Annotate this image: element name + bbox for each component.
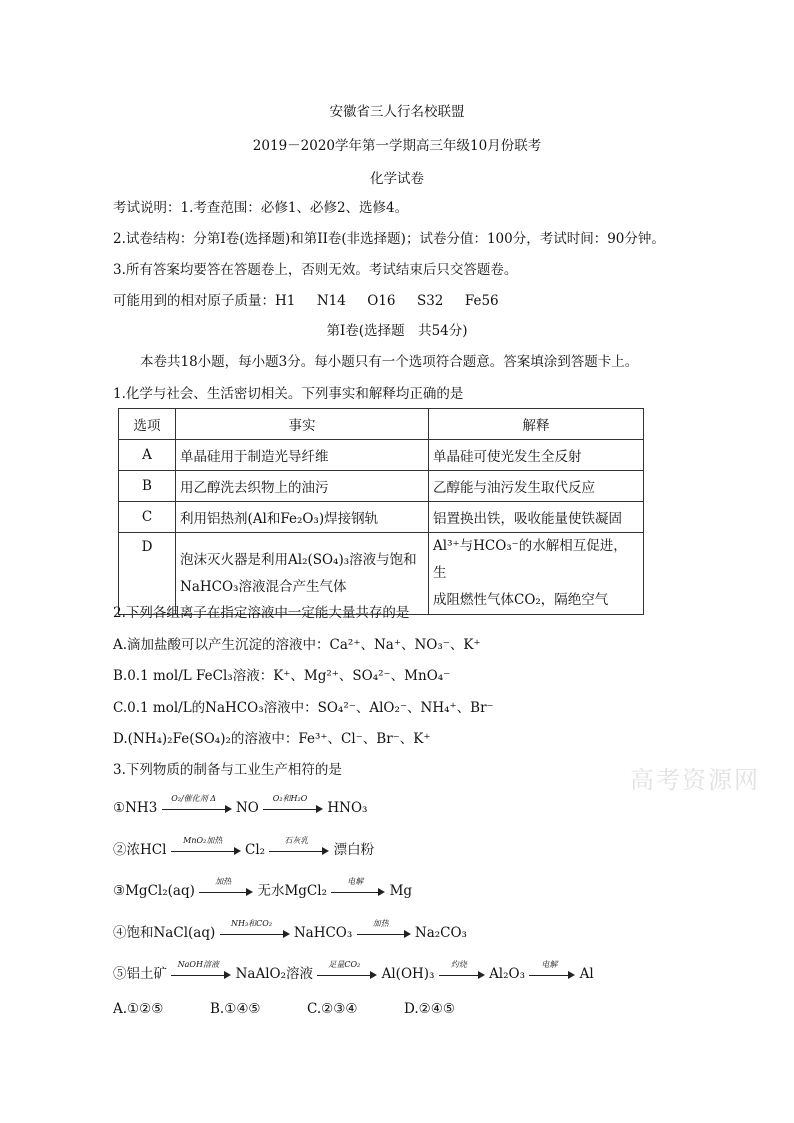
question-3-option-b: B.①④⑤ [210, 1001, 261, 1017]
arrow-icon [439, 959, 485, 984]
intermediate: Al(OH)₃ [381, 966, 435, 982]
arrow-icon [171, 835, 241, 860]
reaction-5 [113, 959, 594, 984]
question-3-option-a: A.①②⑤ [113, 1001, 164, 1017]
question-2-option-c: C.0.1 mol/L的NaHCO₃溶液中：SO₄²⁻、AlO₂⁻、NH₄⁺、Br⁻ [113, 700, 494, 716]
fact-line: NaHCO₃溶液混合产生气体 [180, 578, 347, 595]
fact-cell: 单晶硅用于制造光导纤维 [176, 440, 429, 471]
header-fact: 事实 [176, 409, 429, 440]
section-description: 本卷共18小题，每小题3分。每小题只有一个选项符合题意。答案填涂到答题卡上。 [140, 354, 639, 370]
arrow-icon [162, 793, 232, 818]
intermediate: Al₂O₃ [489, 966, 526, 982]
arrow-icon [220, 918, 290, 943]
condition-label: MnO₂加热 [183, 835, 223, 845]
header-reason: 解释 [429, 409, 644, 440]
reason-cell [429, 533, 644, 615]
reason-cell: 乙醇能与油污发生取代反应 [429, 471, 644, 502]
product: Al [579, 966, 594, 982]
arrow-icon [263, 793, 323, 818]
intermediate: NaHCO₃ [293, 925, 353, 941]
question-3-option-d: D.②④⑤ [404, 1001, 455, 1017]
reaction-4 [113, 918, 467, 943]
reactant: ③MgCl₂(aq) [113, 883, 195, 899]
reason-cell: 铝置换出铁，吸收能量使铁凝固 [429, 502, 644, 533]
section-title: 第I卷(选择题 共54分) [326, 323, 468, 339]
condition-label: NaOH溶液 [177, 959, 219, 969]
fact-cell: 用乙醇洗去织物上的油污 [176, 471, 429, 502]
condition-label: 加热 [215, 876, 232, 886]
table-header-row [119, 409, 644, 440]
product: 漂白粉 [333, 842, 375, 858]
reactant: ②浓HCl [113, 842, 167, 858]
table-row [119, 502, 644, 533]
exam-org-title: 安徽省三人行名校联盟 [329, 104, 465, 120]
intermediate: 无水MgCl₂ [257, 883, 327, 899]
table-row [119, 440, 644, 471]
condition-label: 电解 [541, 959, 558, 969]
table-row [119, 471, 644, 502]
fact-line: 泡沫灭火器是利用Al₂(SO₄)₃溶液与饱和 [180, 551, 417, 568]
reaction-2 [113, 835, 375, 860]
exam-title: 2019－2020学年第一学期高三年级10月份联考 [252, 138, 542, 154]
question-2-option-b: B.0.1 mol/L FeCl₃溶液：K⁺、Mg²⁺、SO₄²⁻、MnO₄⁻ [113, 668, 451, 684]
fact-cell: 利用铝热剂(Al和Fe₂O₃)焊接钢轨 [176, 502, 429, 533]
question-3-option-c: C.②③④ [307, 1001, 358, 1017]
table-row [119, 533, 644, 615]
arrow-icon [529, 959, 575, 984]
instruction-2: 2.试卷结构：分第I卷(选择题)和第II卷(非选择题)；试卷分值：100分，考试时间：90分钟。 [113, 231, 665, 247]
product: Na₂CO₃ [414, 925, 467, 941]
question-2-option-d: D.(NH₄)₂Fe(SO₄)₂的溶液中：Fe³⁺、Cl⁻、Br⁻、K⁺ [113, 731, 431, 747]
question-3-stem: 3.下列物质的制备与工业生产相符的是 [113, 762, 342, 778]
question-1-table [118, 408, 644, 615]
condition-label: 石灰乳 [284, 835, 309, 845]
intermediate: NO [235, 800, 259, 816]
arrow-icon [269, 835, 329, 860]
reason-cell: 单晶硅可使光发生全反射 [429, 440, 644, 471]
arrow-icon [317, 959, 377, 984]
condition-label: O₂/催化剂 Δ [171, 793, 216, 803]
condition-label: 加热 [372, 918, 389, 928]
intermediate: Cl₂ [245, 842, 266, 858]
option-label: A [119, 440, 176, 471]
condition-label: NH₃和CO₂ [230, 918, 273, 928]
watermark: 高考资源网 [630, 766, 760, 794]
instruction-3: 3.所有答案均要答在答题卷上，否则无效。考试结束后只交答题卷。 [113, 262, 518, 278]
reactant: ⑤铝土矿 [113, 966, 167, 982]
product: Mg [389, 883, 413, 899]
question-1-stem: 1.化学与社会、生活密切相关。下列事实和解释均正确的是 [113, 386, 464, 402]
header-option: 选项 [119, 409, 176, 440]
instruction-1: 考试说明：1.考查范围：必修1、必修2、选修4。 [113, 200, 409, 216]
reason-line: 成阻燃性气体CO₂，隔绝空气 [433, 592, 609, 608]
reason-line: Al³⁺与HCO₃⁻的水解相互促进，生 [433, 538, 627, 581]
intermediate: NaAlO₂溶液 [235, 966, 314, 982]
reaction-1 [113, 793, 368, 818]
condition-label: 足量CO₂ [328, 959, 361, 969]
option-label: B [119, 471, 176, 502]
option-label: C [119, 502, 176, 533]
reaction-3 [113, 876, 413, 901]
condition-label: O₂和H₂O [272, 793, 308, 803]
arrow-icon [171, 959, 231, 984]
condition-label: 电解 [347, 876, 364, 886]
condition-label: 灼烧 [450, 959, 467, 969]
atomic-masses: 可能用到的相对原子质量：H1 N14 O16 S32 Fe56 [113, 293, 499, 309]
reactant: ④饱和NaCl(aq) [113, 925, 216, 941]
product: HNO₃ [327, 800, 368, 816]
subject-title: 化学试卷 [370, 171, 424, 187]
reactant: ①NH3 [113, 800, 158, 816]
option-label: D [119, 533, 176, 615]
arrow-icon [199, 876, 253, 901]
fact-cell [176, 533, 429, 615]
question-2-option-a: A.滴加盐酸可以产生沉淀的溶液中：Ca²⁺、Na⁺、NO₃⁻、K⁺ [113, 637, 481, 653]
arrow-icon [357, 918, 411, 943]
question-2-stem: 2.下列各组离子在指定溶液中一定能大量共存的是 [113, 605, 410, 621]
arrow-icon [331, 876, 385, 901]
